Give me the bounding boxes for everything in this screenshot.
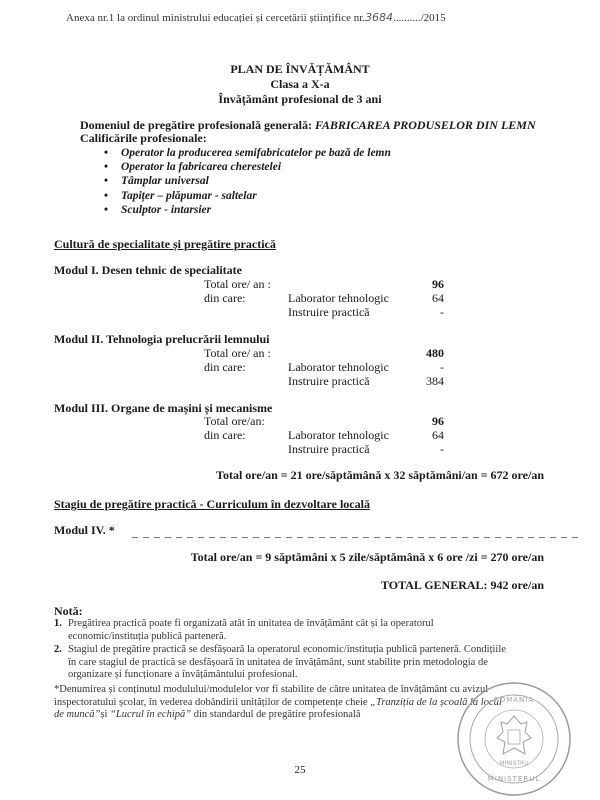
module-3-total-label: Total ore/an: (204, 414, 265, 428)
annex-year: /2015 (420, 12, 446, 24)
module-3-total-value: 96 (432, 414, 444, 428)
note-line: inspectoratului școlar, în vederea dobândirii unităților de competențe cheie „Tranziția de la școală la locul (54, 696, 502, 708)
list-item: • Tâmplar universal (104, 174, 391, 188)
module-1-instr-label: Instruire practică (288, 305, 370, 319)
list-item: • Operator la fabricarea cherestelei (104, 160, 391, 174)
section-heading-internship: Stagiu de pregătire practică - Curriculum în dezvoltare locală (54, 497, 370, 511)
module-4-blank-line: _ _ _ _ _ _ _ _ _ _ _ _ _ _ _ _ _ _ _ _ _ _ _ _ _ _ _ _ _ _ _ _ _ _ _ _ _ _ _ _ _ (132, 525, 579, 539)
domain-value: FABRICAREA PRODUSELOR DIN LEMN (314, 118, 536, 132)
module-2-lab-label: Laborator tehnologic (288, 360, 389, 374)
note-line: în care stagiul de practică se desfășoară în unitatea de învățământ, sunt stabilite prin metodologia de (68, 656, 488, 668)
svg-text:MINISTRU: MINISTRU (499, 760, 529, 767)
annex-text: Anexa nr.1 la ordinul ministrului educației și cercetării științifice nr. (66, 12, 366, 24)
ministry-seal-stamp (455, 680, 573, 798)
module-2-din-care: din care: (204, 360, 246, 374)
note-line: Pregătirea practică poate fi organizată atât în unitatea de învățământ cât și la operatorul (68, 618, 434, 629)
module-2-total-label: Total ore/ an : (204, 346, 271, 360)
module-2-instr-value: 384 (426, 374, 444, 388)
module-2-lab-value: - (440, 360, 444, 374)
education-type-title: Învățământ profesional de 3 ani (218, 92, 382, 106)
annex-dots: .......... (393, 12, 421, 24)
total-internship: Total ore/an = 9 săptămâni x 5 zile/săptămână x 6 ore /zi = 270 ore/an (190, 550, 544, 564)
domain-label: Domeniul de pregătire profesională generală: (80, 118, 312, 132)
module-1-total-label: Total ore/ an : (204, 277, 271, 291)
module-3-title: Modul III. Organe de mașini și mecanisme (54, 401, 273, 415)
grand-total: TOTAL GENERAL: 942 ore/an (380, 578, 544, 592)
module-2-total-value: 480 (426, 346, 444, 360)
annex-header (66, 11, 446, 24)
module-3-din-care: din care: (204, 428, 246, 442)
page-number: 25 (294, 764, 306, 776)
module-1-lab-value: 64 (432, 291, 444, 305)
module-3-instr-value: - (440, 442, 444, 456)
module-1-title: Modul I. Desen tehnic de specialitate (54, 263, 242, 277)
module-1-lab-label: Laborator tehnologic (288, 291, 389, 305)
list-item: • Sculptor - intarsier (104, 203, 391, 217)
notes-heading: Notă: (54, 604, 83, 618)
module-1-total-value: 96 (432, 277, 444, 291)
module-3-instr-label: Instruire practică (288, 442, 370, 456)
note-line: organizare și funcționare a învățământului profesional. (68, 669, 298, 680)
note-2-number: 2. (54, 644, 62, 655)
section-heading-specialty: Cultură de specialitate și pregătire practică (54, 237, 276, 251)
note-line: *Denumirea și conținutul modulului/modulelor vor fi stabilite de către unitatea de învățământ cu avizul (54, 684, 489, 695)
module-1-din-care: din care: (204, 291, 246, 305)
module-1-instr-value: - (440, 305, 444, 319)
module-3-lab-label: Laborator tehnologic (288, 428, 389, 442)
list-item: • Operator la producerea semifabricatelor pe bază de lemn (104, 146, 391, 160)
module-2-title: Modul II. Tehnologia prelucrării lemnului (54, 332, 270, 346)
qualifications-list (104, 146, 391, 217)
qualifications-label: Calificările profesionale: (80, 131, 207, 145)
note-line: de muncă”și “Lucrul în echipă” din standardul de pregătire profesională (54, 709, 361, 720)
note-1-text (68, 618, 434, 643)
module-4-label: Modul IV. * (54, 523, 115, 537)
note-line: economic/instituția publică parteneră. (68, 630, 227, 642)
note-line: Stagiul de pregătire practică se desfășoară la operatorul economic/instituția publică parteneră. Condițiile (68, 644, 506, 655)
module-3-lab-value: 64 (432, 428, 444, 442)
plan-title: PLAN DE ÎNVĂȚĂMÂNT (230, 62, 370, 76)
note-1-number: 1. (54, 618, 62, 629)
order-number: 3684 (365, 11, 394, 24)
svg-text:ROMÂNIA: ROMÂNIA (493, 696, 535, 704)
total-specialty: Total ore/an = 21 ore/săptămână x 32 săptămâni/an = 672 ore/an (216, 468, 544, 482)
note-star-text (54, 684, 502, 722)
svg-text:MINISTERUL: MINISTERUL (487, 775, 541, 783)
list-item: • Tapițer – plăpumar - saltelar (104, 189, 391, 203)
note-2-text (68, 644, 506, 682)
class-title: Clasa a X-a (270, 77, 330, 91)
note-italic: „Tranziția de la școală la locul (370, 696, 502, 708)
module-2-instr-label: Instruire practică (288, 374, 370, 388)
